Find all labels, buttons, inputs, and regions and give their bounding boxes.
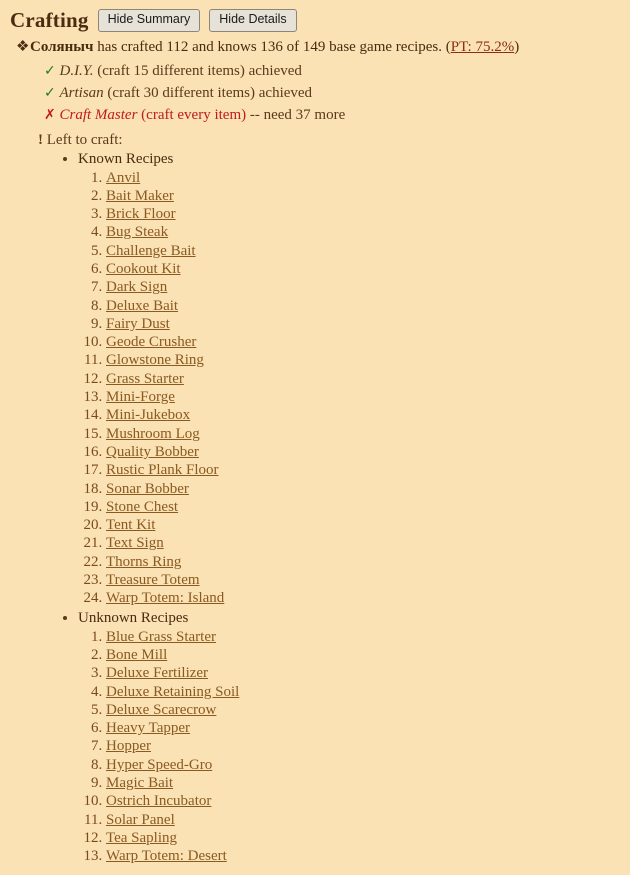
- known-recipe-list: [78, 169, 620, 608]
- achievement-status: achieved: [258, 85, 313, 101]
- recipe-link[interactable]: Tent Kit: [106, 517, 156, 534]
- recipe-link[interactable]: Mushroom Log: [106, 425, 200, 442]
- pt-percent-link[interactable]: PT: 75.2%: [450, 39, 515, 55]
- recipe-link[interactable]: Magic Bait: [106, 775, 174, 791]
- left-to-craft-heading: [38, 132, 620, 149]
- check-icon: ✓: [44, 85, 56, 101]
- recipe-link[interactable]: Challenge Bait: [106, 242, 196, 259]
- recipe-link[interactable]: Mini-Jukebox: [106, 407, 191, 424]
- achievement-description: (craft 30 different items): [107, 85, 255, 101]
- recipe-group-unknown: [78, 610, 620, 866]
- recipe-link[interactable]: Heavy Tapper: [106, 720, 191, 737]
- achievement-name: Craft Master: [59, 106, 138, 123]
- crafted-count: 112: [166, 39, 189, 55]
- recipe-link[interactable]: Hopper: [106, 738, 151, 755]
- page-header: [10, 8, 620, 33]
- achievement-description: (craft every item): [141, 106, 247, 123]
- list-item: [106, 589, 620, 607]
- list-item: [106, 388, 620, 406]
- group-label: Known Recipes: [78, 150, 174, 167]
- summary-text-after: base game recipes. (: [325, 39, 451, 55]
- recipe-link[interactable]: Quality Bobber: [106, 443, 199, 460]
- check-icon: ✓: [44, 63, 56, 80]
- list-item: [106, 315, 620, 333]
- achievement-description: (craft 15 different items): [97, 63, 245, 80]
- list-item: [106, 737, 620, 755]
- recipe-link[interactable]: Tea Sapling: [106, 829, 178, 846]
- achievement-list: [44, 61, 620, 126]
- left-to-craft-label: Left to craft:: [46, 131, 123, 148]
- list-item: [106, 498, 620, 516]
- list-item: [106, 774, 620, 792]
- list-item: [106, 278, 620, 296]
- player-name: Соляныч: [30, 39, 94, 55]
- list-item: [106, 297, 620, 315]
- achievement-row: [44, 83, 620, 105]
- achievement-status: achieved: [248, 63, 302, 80]
- list-item: [106, 205, 620, 223]
- unknown-recipe-list: [78, 628, 620, 866]
- recipe-link[interactable]: Mini-Forge: [106, 389, 175, 406]
- list-item: [106, 260, 620, 278]
- list-item: [106, 425, 620, 443]
- list-item: [106, 187, 620, 205]
- list-item: [106, 461, 620, 479]
- list-item: [106, 792, 620, 810]
- page-title: Crafting: [10, 8, 89, 32]
- list-item: [106, 333, 620, 351]
- recipe-link[interactable]: Bone Mill: [106, 646, 168, 663]
- recipe-link[interactable]: Cookout Kit: [106, 260, 181, 277]
- list-item: [106, 701, 620, 719]
- list-item: [106, 480, 620, 498]
- recipe-link[interactable]: Glowstone Ring: [106, 352, 204, 369]
- list-item: [106, 811, 620, 829]
- recipe-link[interactable]: Sonar Bobber: [106, 480, 189, 497]
- recipe-link[interactable]: Rustic Plank Floor: [106, 462, 219, 479]
- summary-text-of: of: [282, 39, 303, 55]
- recipe-link[interactable]: Deluxe Fertilizer: [106, 665, 209, 682]
- summary-text-before: has crafted: [93, 39, 167, 55]
- group-label: Unknown Recipes: [78, 609, 189, 626]
- recipe-link[interactable]: Text Sign: [106, 535, 164, 552]
- recipe-link[interactable]: Treasure Totem: [106, 572, 200, 589]
- recipe-link[interactable]: Thorns Ring: [106, 553, 182, 570]
- recipe-link[interactable]: Grass Starter: [106, 370, 184, 387]
- list-item: [106, 169, 620, 187]
- achievement-name: D.I.Y.: [59, 63, 94, 80]
- list-item: [106, 719, 620, 737]
- list-item: [106, 223, 620, 241]
- recipe-link[interactable]: Deluxe Retaining Soil: [106, 683, 240, 700]
- recipe-link[interactable]: Bait Maker: [106, 187, 174, 204]
- recipe-link[interactable]: Warp Totem: Desert: [106, 848, 227, 865]
- recipe-link[interactable]: Bug Steak: [106, 224, 169, 241]
- list-item: [106, 664, 620, 682]
- recipe-link[interactable]: Blue Grass Starter: [106, 628, 216, 645]
- crafting-summary: [16, 37, 620, 57]
- list-item: [106, 351, 620, 369]
- recipe-link[interactable]: Dark Sign: [106, 279, 168, 296]
- cross-icon: ✗: [44, 106, 56, 123]
- recipe-link[interactable]: Deluxe Scarecrow: [106, 701, 217, 718]
- achievement-name: Artisan: [59, 85, 104, 101]
- list-item: [106, 756, 620, 774]
- recipe-link[interactable]: Brick Floor: [106, 206, 176, 223]
- list-item: [106, 443, 620, 461]
- recipe-link[interactable]: Solar Panel: [106, 811, 175, 828]
- list-item: [106, 242, 620, 260]
- list-item: [106, 553, 620, 571]
- recipe-link[interactable]: Warp Totem: Island: [106, 590, 225, 607]
- list-item: [106, 683, 620, 701]
- achievement-row: [44, 61, 620, 83]
- list-item: [106, 370, 620, 388]
- achievement-status: -- need 37 more: [249, 106, 346, 123]
- recipe-groups: [10, 151, 620, 866]
- known-count: 136: [260, 39, 283, 55]
- recipe-link[interactable]: Stone Chest: [106, 498, 179, 515]
- exclamation-icon: !: [38, 131, 43, 148]
- list-item: [106, 847, 620, 865]
- list-item: [106, 571, 620, 589]
- recipe-link[interactable]: Hyper Speed-Gro: [106, 756, 213, 773]
- recipe-group-known: [78, 151, 620, 608]
- list-item: [106, 628, 620, 646]
- summary-text-close: ): [514, 39, 520, 55]
- recipe-link[interactable]: Anvil: [106, 169, 141, 186]
- list-item: [106, 516, 620, 534]
- recipe-link[interactable]: Fairy Dust: [106, 315, 170, 332]
- hide-details-button[interactable]: Hide Details: [209, 9, 296, 32]
- recipe-link[interactable]: Geode Crusher: [106, 334, 197, 351]
- recipe-link[interactable]: Deluxe Bait: [106, 297, 179, 314]
- list-item: [106, 829, 620, 847]
- achievement-row: [44, 105, 620, 127]
- diamond-bullet-icon: ❖: [16, 39, 30, 55]
- list-item: [106, 534, 620, 552]
- summary-text-middle: and knows: [188, 39, 261, 55]
- list-item: [106, 646, 620, 664]
- hide-summary-button[interactable]: Hide Summary: [98, 9, 201, 32]
- list-item: [106, 406, 620, 424]
- total-count: 149: [302, 39, 326, 55]
- recipe-link[interactable]: Ostrich Incubator: [106, 793, 212, 810]
